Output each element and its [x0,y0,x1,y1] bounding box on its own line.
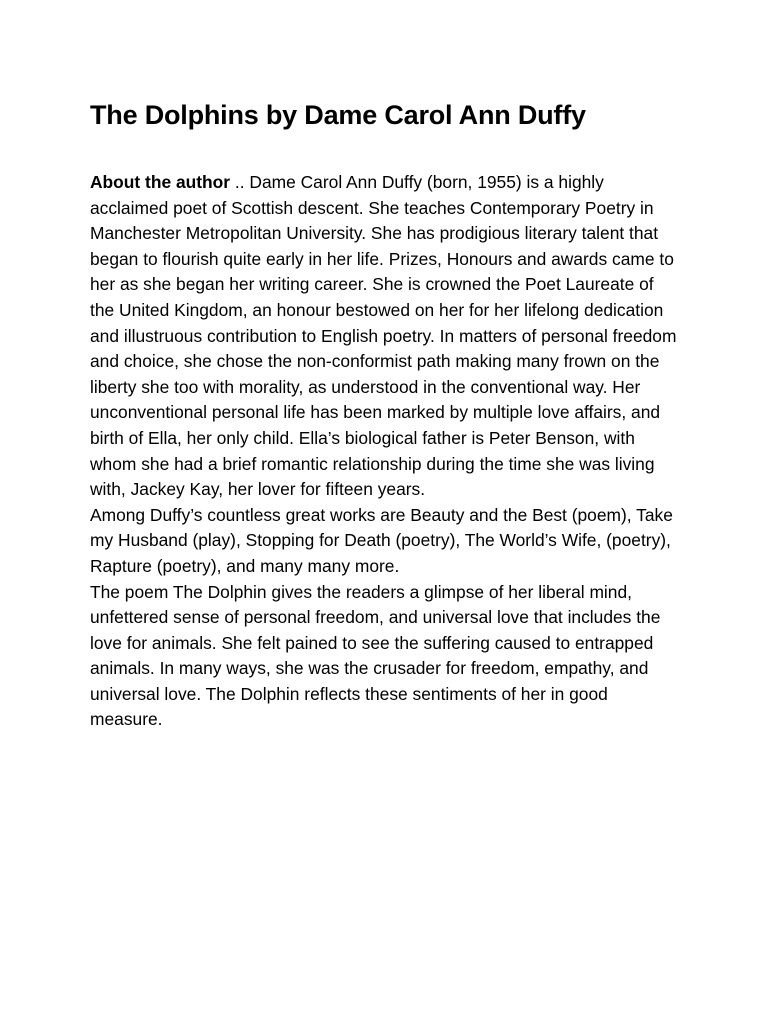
about-author-heading: About the author [90,172,231,192]
about-author-paragraph [90,170,680,503]
poem-paragraph: The poem The Dolphin gives the readers a glimpse of her liberal mind, unfettered sense of personal freedom, and universal love that includes the love for animals. She felt pained to see the suffering caused to entrapped animals. In many ways, she was the crusader for freedom, empathy, and universal love. The Dolphin reflects these sentiments of her in good measure. [90,581,661,730]
document-body [90,170,680,733]
about-author-text: .. Dame Carol Ann Duffy (born, 1955) is a highly acclaimed poet of Scottish descent. She teaches Contemporary Poetry in Manchester Metropolitan University. She has prodigious literary talent that began to flourish quite early in her life. Prizes, Honours and awards came to her as she began her writing career. She is crowned the Poet Laureate of the United Kingdom, an honour bestowed on her for her lifelong dedication and illustruous contribution to English poetry. In matters of personal freedom and choice, she chose the non-conformist path making many frown on the liberty she too with morality, as understood in the conventional way. Her unconventional personal life has been marked by multiple love affairs, and birth of Ella, her only child. Ella’s biological father is Peter Benson, with whom she had a brief romantic relationship during the time she was living with, Jackey Kay, her lover for fifteen years. [90,172,677,500]
document-page [90,96,680,733]
works-paragraph: Among Duffy’s countless great works are Beauty and the Best (poem), Take my Husband (play), Stopping for Death (poetry), The World’s Wife, (poetry), Rapture (poetry), and many many more. [90,504,673,576]
document-title: The Dolphins by Dame Carol Ann Duffy [90,100,586,130]
